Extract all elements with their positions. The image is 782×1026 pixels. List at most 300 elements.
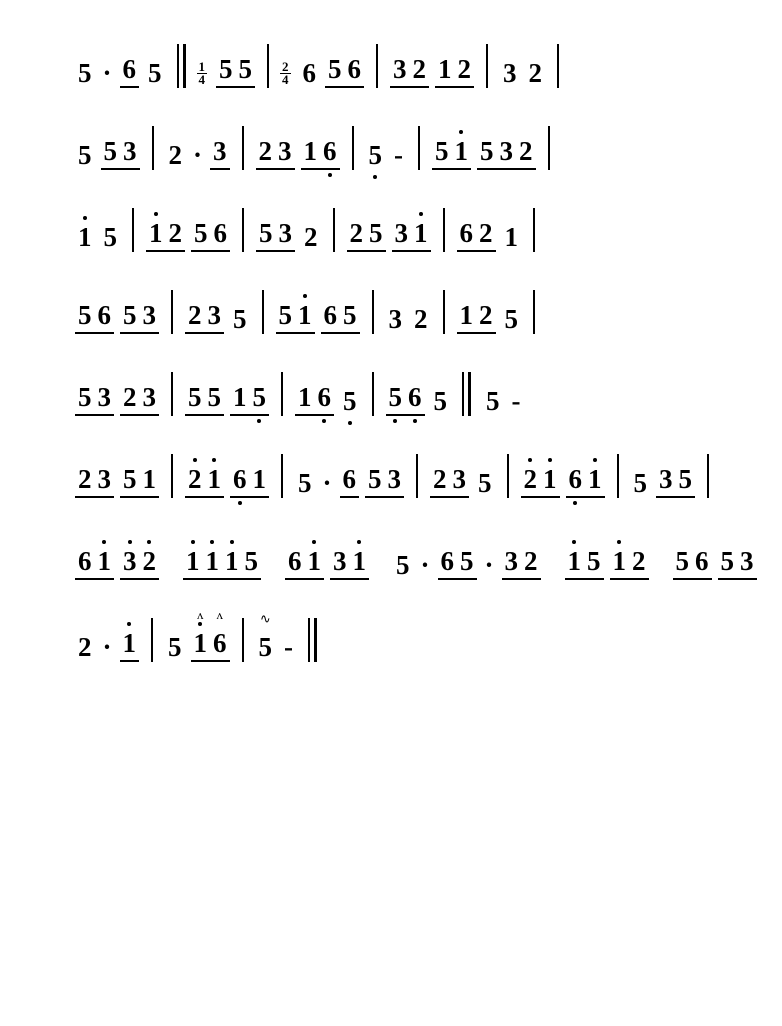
measure [480,386,527,416]
note: 5 [328,54,342,84]
beamed-note-group [75,382,114,416]
note: 5 [486,386,500,416]
augmentation-dot: · [484,550,494,580]
time-signature-numerator: 2 [282,59,289,74]
beamed-note-group [120,546,159,580]
note: 5 [587,546,601,576]
note: 2 [479,300,493,330]
beamed-note-group [566,464,605,498]
note: 6 [320,136,340,166]
beamed-note-group [430,464,469,498]
note: 5 [78,382,92,412]
note: 5 [244,546,258,576]
barline [486,44,488,88]
note: 5 [238,54,253,84]
note: 2 [123,382,137,412]
note: 3 [393,54,407,84]
note: 3 [499,136,514,166]
note: 3 [388,304,402,334]
note: 1 [142,464,156,494]
beamed-note-group [365,464,404,498]
time-signature-numerator: 1 [198,59,206,74]
beamed-note-group [457,300,496,334]
measure [253,136,343,170]
note: 5 [368,464,382,494]
beamed-note-group [191,607,230,662]
hold-dash: - [394,140,404,170]
hold-dash: - [284,632,294,662]
beamed-note-group [230,382,269,416]
barline [171,290,173,334]
measure [344,218,434,252]
measure [72,382,162,416]
note: 5 [396,550,410,580]
note: 1 [459,300,473,330]
note: 1 [95,546,115,576]
beamed-note-group [256,218,295,252]
measure [562,546,652,580]
note: 2 [185,464,205,494]
octave-up-dot-icon [147,540,151,544]
note: 5 [504,304,518,334]
note: 2 [521,464,541,494]
note: 3 [452,464,467,494]
note: 5 [194,218,208,248]
beamed-note-group [75,464,114,498]
note: 3 [207,300,221,330]
note: 1 [452,136,472,166]
note: 3 [120,546,140,576]
octave-up-dot-icon [312,540,316,544]
augmentation-dot: · [102,58,112,88]
measure [72,628,142,662]
beamed-note-group [120,628,140,662]
octave-up-dot-icon [198,622,202,626]
beamed-note-group [191,218,230,252]
octave-up-dot-icon [212,458,216,462]
octave-down-dot-icon [393,419,397,423]
note: 6 [459,218,473,248]
barline [418,126,420,170]
measure [143,218,233,252]
beamed-note-group [185,300,224,334]
beamed-note-group [673,546,712,580]
augmentation-dot: · [420,550,430,580]
beamed-note-group [435,54,474,88]
note-group [75,58,95,88]
barline [242,126,244,170]
note: 1 [305,546,325,576]
beamed-note-group [230,464,269,498]
note-group [386,304,406,334]
beamed-note-group [210,136,230,170]
note-group [366,140,386,170]
note: 5 [343,300,357,330]
note: 5 [78,300,92,330]
barline [262,290,264,334]
barline [548,126,550,170]
octave-up-dot-icon [128,540,132,544]
measure [454,300,525,334]
note: 5 [78,140,92,170]
barline [372,372,374,416]
beamed-note-group [457,218,496,252]
beamed-note-group [502,546,541,580]
octave-down-dot-icon [573,501,577,505]
beamed-note-group [718,546,757,580]
note: 3 [142,300,156,330]
note: 1 [303,136,318,166]
note: 5 [435,136,449,166]
note: 6 [230,464,250,494]
note: 6 [323,300,337,330]
note-group [475,468,495,498]
note: 5 [278,300,292,330]
note-group [500,58,520,88]
note: 5 [720,546,735,576]
note: 5 [219,54,233,84]
note: 6 [315,382,335,412]
staff-line [0,170,782,252]
measure [363,140,410,170]
barline [281,454,283,498]
octave-up-dot-icon [459,130,463,134]
note: 2 [78,464,92,494]
note: 2 [457,54,472,84]
note-group [300,58,320,88]
measure [253,611,300,662]
note-group [502,304,522,334]
measure [383,304,434,334]
note: 5 [366,140,386,170]
note: 5 [168,632,182,662]
beamed-note-group [185,382,224,416]
note: 1 [146,218,166,248]
measure [72,54,168,88]
note: 2 [414,304,428,334]
note: 5 [78,58,92,88]
note: 5 [633,468,648,498]
beamed-note-group [101,136,140,170]
beamed-note-group [185,464,224,498]
measure [670,546,760,580]
note: 6 [440,546,455,576]
note-group [340,386,360,416]
beamed-note-group [216,54,255,88]
octave-up-dot-icon [617,540,621,544]
note: 1 [565,546,585,576]
measure [387,54,477,88]
measure [383,382,454,416]
note: 3 [740,546,754,576]
octave-up-dot-icon [303,294,307,298]
note: 3 [394,218,408,248]
octave-up-dot-icon [127,622,131,626]
note: 5 [460,546,474,576]
staff-line [0,580,782,662]
octave-down-dot-icon [348,421,352,425]
note: 3 [333,546,347,576]
note-group [75,632,95,662]
hold-dash: - [511,386,521,416]
note: 1 ʌ [193,607,208,658]
note-group [101,222,121,252]
barline [242,618,244,662]
note: 2 [412,54,427,84]
note: 2 [168,218,182,248]
note: 1 [295,300,315,330]
time-signature-denominator: 4 [282,72,289,87]
staff-line [0,498,782,580]
note: 2 [258,136,273,166]
note: 1 [222,546,242,576]
beamed-note-group [276,300,315,334]
beamed-note-group [295,382,334,416]
note: 5 [675,546,690,576]
note-group [166,140,186,170]
note-group [165,632,185,662]
measure [273,300,363,334]
note: 3 [504,546,519,576]
note: 2 [168,140,182,170]
final-barline [308,618,317,662]
note: 6 [122,54,137,84]
note: 5 [148,58,162,88]
barline [507,454,509,498]
note: 5 [207,382,221,412]
barline [333,208,335,252]
note-group [230,304,250,334]
barline [171,372,173,416]
beamed-note-group [330,546,369,580]
note-group [145,58,165,88]
measure [72,222,123,252]
barline [557,44,559,88]
beamed-note-group [432,136,471,170]
note: 5 [123,464,137,494]
beamed-note-group [340,464,360,498]
octave-down-dot-icon [373,175,377,179]
measure [429,136,539,170]
note: 5 [480,136,494,166]
note: 3 [97,464,111,494]
beamed-note-group [120,300,159,334]
beamed-note-group [146,218,185,252]
octave-up-dot-icon [419,212,423,216]
note: 5 [298,468,312,498]
measure [390,546,544,580]
octave-up-dot-icon [230,540,234,544]
note-group [411,304,431,334]
note: 6 [97,300,111,330]
note: 6 [566,464,586,494]
measure [628,464,699,498]
note: 2 [433,464,447,494]
double-barline [462,372,471,416]
note: 5 [386,382,406,412]
measure [195,54,259,88]
note-group [431,386,451,416]
octave-down-dot-icon [413,419,417,423]
time-signature-denominator: 4 [198,72,206,87]
staff-line [0,252,782,334]
octave-up-dot-icon [528,458,532,462]
note: 2 [78,632,92,662]
augmentation-dot: · [102,632,112,662]
note: 2 [632,546,646,576]
beamed-note-group [256,136,295,170]
note: 3 [387,464,402,494]
measure [72,136,143,170]
note: 5 [233,304,247,334]
ornament-icon: ʌ [197,607,204,622]
measure [454,218,525,252]
note: 1 [438,54,452,84]
note: 1 [411,218,431,248]
measure [292,464,407,498]
note: 1 [298,382,312,412]
note: 5 [369,218,383,248]
augmentation-dot: · [322,468,332,498]
time-signature [280,56,291,86]
staff-line [0,88,782,170]
note: 5 [188,382,202,412]
barline [151,618,153,662]
note: 1 [203,546,223,576]
beamed-note-group [183,546,261,580]
note: 5 [103,136,117,166]
octave-down-dot-icon [257,419,261,423]
barline [707,454,709,498]
double-barline [177,44,186,88]
beamed-note-group [477,136,536,170]
barline [416,454,418,498]
barline [352,126,354,170]
measure [497,58,548,88]
measure [253,218,324,252]
note: 2 [140,546,160,576]
beamed-note-group [656,464,695,498]
note-group [631,468,651,498]
beamed-note-group [75,546,114,580]
measure [292,382,363,416]
beamed-note-group [120,54,140,88]
note: 3 [142,382,156,412]
barline [372,290,374,334]
octave-down-dot-icon [238,501,242,505]
measure [162,607,233,662]
note: 1 [75,222,95,252]
barline [267,44,269,88]
note: 2 [304,222,318,252]
barline [132,208,134,252]
note: 3 [503,58,517,88]
augmentation-dot: · [193,140,203,170]
measure [72,300,162,334]
ornament-icon: ∿ [259,611,271,626]
barline [376,44,378,88]
note: 6 [302,58,317,88]
octave-down-dot-icon [328,173,332,177]
octave-up-dot-icon [102,540,106,544]
beamed-note-group [301,136,340,170]
note: 1 [252,464,266,494]
beamed-note-group [321,300,360,334]
ornament-icon: ʌ [216,607,224,622]
note: 5 [678,464,693,494]
barline [617,454,619,498]
note: 1 [120,628,140,658]
staff-line [0,416,782,498]
beamed-note-group [390,54,429,88]
barline [533,290,535,334]
measure [180,546,264,580]
note: 1 [610,546,630,576]
note: 5 [259,218,273,248]
note: 2 [524,546,538,576]
note: 3 [278,218,292,248]
octave-up-dot-icon [548,458,552,462]
note: 6 [405,382,425,412]
octave-up-dot-icon [154,212,158,216]
octave-up-dot-icon [193,458,197,462]
time-signature [197,56,208,86]
barline [152,126,154,170]
note-group [256,611,276,662]
note: 6 [213,218,227,248]
note: 1 [540,464,560,494]
note: 3 [213,136,227,166]
note: 6 [288,546,302,576]
measure [182,464,272,498]
note-group [526,58,546,88]
octave-up-dot-icon [210,540,214,544]
note: 3 [123,136,137,166]
measure [282,546,372,580]
barline [281,372,283,416]
note: 3 [97,382,111,412]
barline [171,454,173,498]
note: 6 [342,464,357,494]
note: 6 [695,546,709,576]
barline [533,208,535,252]
beamed-note-group [75,300,114,334]
octave-up-dot-icon [83,216,87,220]
octave-up-dot-icon [191,540,195,544]
staff-line [0,334,782,416]
beamed-note-group [285,546,324,580]
note: 1 [504,222,518,252]
beamed-note-group [521,464,560,498]
note-group [75,222,95,252]
measure [163,136,233,170]
measure [72,464,162,498]
measure [182,300,253,334]
octave-up-dot-icon [593,458,597,462]
note-group [393,550,413,580]
beamed-note-group [392,218,431,252]
octave-up-dot-icon [357,540,361,544]
note: 1 [233,382,247,412]
staff-line [0,0,782,88]
note: 6 [347,54,362,84]
barline [242,208,244,252]
octave-up-dot-icon [572,540,576,544]
note: 2 [188,300,202,330]
note: 5 [103,222,117,252]
beamed-note-group [610,546,649,580]
note: 2 [528,58,543,88]
